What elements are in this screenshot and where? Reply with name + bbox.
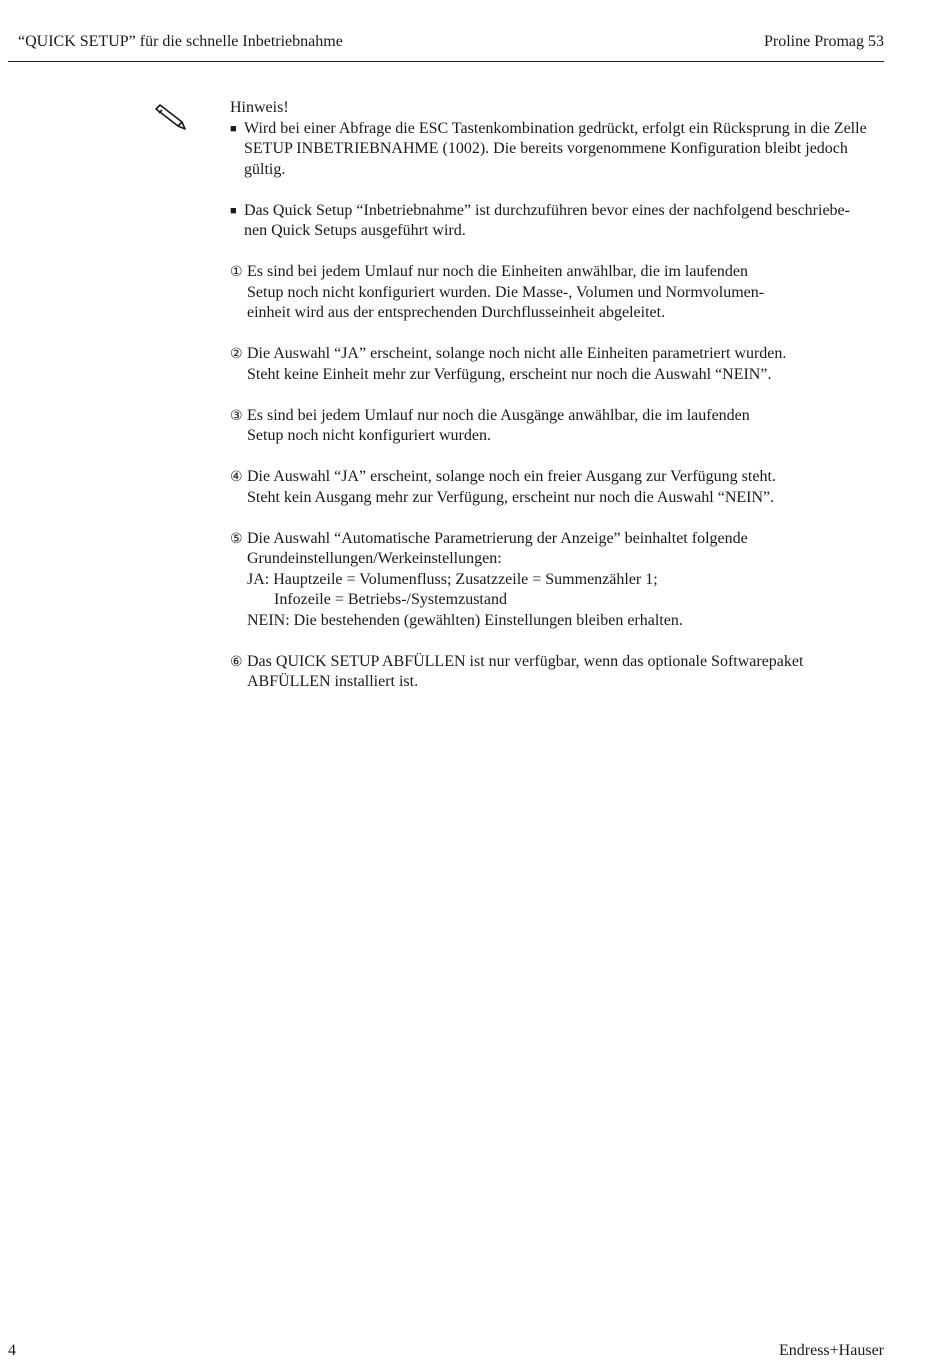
circled-number: ⑥ [230,653,243,670]
text-line: nen Quick Setups ausgeführt wird. [244,222,466,239]
note-content [230,98,890,693]
text-line: Steht kein Ausgang mehr zur Verfügung, erscheint nur noch die Auswahl “NEIN”. [247,488,775,506]
text-line: Das QUICK SETUP ABFÜLLEN ist nur verfügbar, wenn das optionale Softwarepaket [247,652,804,670]
header-product-name: Proline Promag 53 [764,33,884,50]
text-line: NEIN: Die bestehenden (gewählten) Einstellungen bleiben erhalten. [247,611,683,629]
note-bullet [230,201,890,242]
note-item-5 [230,529,890,632]
text-line: Setup noch nicht konfiguriert wurden. [247,427,491,444]
text-line: Die Auswahl “JA” erscheint, solange noch ein freier Ausgang zur Verfügung steht. [247,468,776,485]
note-bullet [230,119,890,181]
text-line: gültig. [244,160,286,178]
page-number: 4 [8,1342,16,1359]
text-line: ABFÜLLEN installiert ist. [247,673,419,690]
page-header [8,0,884,62]
text-line: Das Quick Setup “Inbetriebnahme” ist durchzuführen bevor eines der nachfolgend beschriebe- [244,201,850,219]
text-line: Es sind bei jedem Umlauf nur noch die Ausgänge anwählbar, die im laufenden [247,406,750,424]
header-section-title: “QUICK SETUP” für die schnelle Inbetriebnahme [18,33,343,50]
note-item-2 [230,344,890,385]
note-item-3 [230,406,890,447]
text-line: Setup noch nicht konfiguriert wurden. Die Masse-, Volumen und Normvolumen- [247,283,765,301]
text-line: Es sind bei jedem Umlauf nur noch die Einheiten anwählbar, die im laufenden [247,263,748,280]
circled-number: ② [230,346,243,362]
text-line: Wird bei einer Abfrage die ESC Tastenkombination gedrückt, erfolgt ein Rücksprung in die Zelle [244,119,867,137]
circled-number: ⑤ [230,530,243,547]
note-title: Hinweis! [230,99,289,116]
note-item-4 [230,467,890,508]
text-line: Infozeile = Betriebs-/Systemzustand [274,591,507,608]
text-line: Die Auswahl “JA” erscheint, solange noch nicht alle Einheiten parametriert wurden. [247,345,787,362]
circled-number: ④ [230,469,243,485]
bullet-square-icon: ■ [230,204,237,217]
text-line: SETUP INBETRIEBNAHME (1002). Die bereits vorgenommene Konfiguration bleibt jedoch [244,140,848,157]
text-line: Grundeinstellungen/Werkeinstellungen: [247,550,502,567]
text-line: einheit wird aus der entsprechenden Durchflusseinheit abgeleitet. [247,304,666,321]
text-line: Die Auswahl “Automatische Parametrierung der Anzeige” beinhaltet folgende [247,529,748,547]
circled-number: ① [230,264,243,280]
circled-number: ③ [230,407,243,424]
footer-brand: Endress+Hauser [779,1342,884,1359]
bullet-square-icon: ■ [230,122,237,135]
pencil-icon [152,100,188,132]
note-item-1 [230,262,890,324]
text-line: Steht keine Einheit mehr zur Verfügung, erscheint nur noch die Auswahl “NEIN”. [247,365,772,383]
note-item-6 [230,652,890,693]
text-line: JA: Hauptzeile = Volumenfluss; Zusatzzeile = Summenzähler 1; [247,570,658,588]
